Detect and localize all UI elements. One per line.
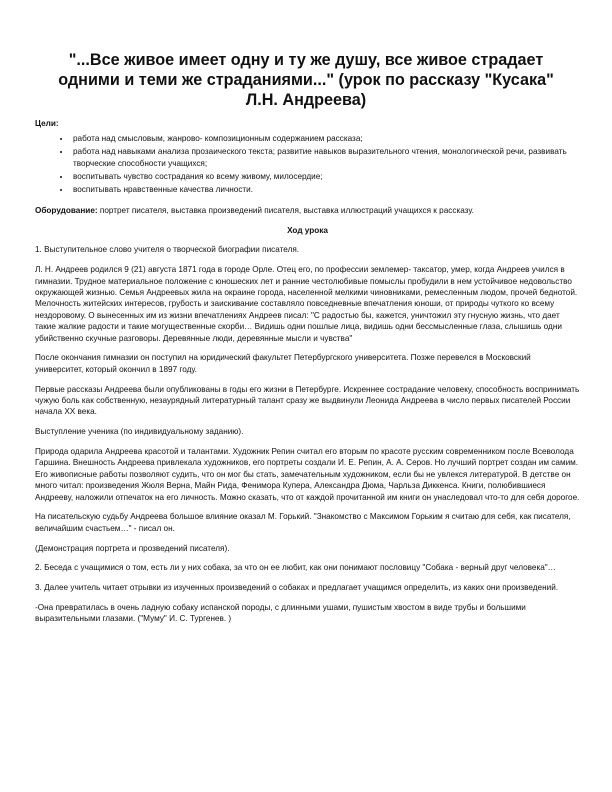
paragraph: На писательскую судьбу Андреева большое влияние оказал М. Горький. "Знакомство с Максимом Горьким я считаю для себя, как писателя, величайшим счастьем…" - писал он. xyxy=(35,512,571,533)
paragraph: 3. Далее учитель читает отрывки из изученных произведений о собаках и предлагает учащимся определить, из каких они произведений. xyxy=(35,583,559,593)
paragraph: 1. Выступительное слово учителя о творческой биографии писателя. xyxy=(35,245,300,255)
paragraph: Выступление ученика (по индивидуальному заданию). xyxy=(35,427,244,437)
equipment-paragraph xyxy=(35,205,580,216)
paragraph: -Она превратилась в очень ладную собаку испанской породы, с длинными ушами, пушистым хвостом в виде трубы и большими выразительными глазами. ("Муму" И. С. Тургенев. ) xyxy=(35,603,526,624)
document-body xyxy=(35,118,580,633)
paragraph: После окончания гимназии он поступил на юридический факультет Петербургского университета. Позже перевелся в Московский университет, который окончил в 1897 году. xyxy=(35,353,531,374)
paragraph: Л. Н. Андреев родился 9 (21) августа 1871 года в городе Орле. Отец его, по профессии землемер- таксатор, умер, когда Андреев учился в гимназии. Трудное материальное положение с юношеских лет и ранние честолюбивые помыслы пробудили в нем устойчивое недовольство окружающей жизнью. Семья Андреевых жила на окраине города, населенной мелкими чиновниками, ремесленным людом, прочей беднотой. Мелочность житейских интересов, грубость и заискивание составляло повседневные впечатления юноши, от природы чуткого ко всему нездоровому. О вынесенных им из жизни впечатлениях Андреев писал: "С радостью бы, кажется, уничтожил эту гнусную жизнь, что дает такие жалкие радости и такие могущественные скорби… Видишь одни пошлые лица, видишь одни бессмысленные глаза, слышишь одни убийственно скучные разговоры. Деревянные люди, деревянные мысли и чувства" xyxy=(35,265,578,343)
document-title: "...Все живое имеет одну и ту же душу, все живое страдает одними и теми же страданиями..." (урок по рассказу "Кусака" Л.Н. Андреева) xyxy=(58,51,554,109)
goal-item: • воспитывать нравственные качества личности. xyxy=(71,184,580,195)
paragraph: Природа одарила Андреева красотой и талантами. Художник Репин считал его вторым по красоте русским современником после Всеволода Гаршина. Внешность Андреева привлекала художников, его портреты создали И. Е. Репин, А. А. Серов. Но лучший портрет создан им самим. Его живописные работы позволяют судить, что он мог бы стать, замечательным художником, если бы не увлекся литературой. В детстве он много читал: произведения Жюля Верна, Майн Рида, Фенимора Купера, Александра Дюма, Чарльза Диккенса. Книги, полюбившиеся Андрееву, наложили отпечаток на его личность. Можно сказать, что от каждой прочитанной им книги он унаследовал что-то для себя дорогое. xyxy=(35,447,580,502)
goal-item: • работа над смысловым, жанрово- композиционным содержанием рассказа; xyxy=(71,133,580,144)
paragraph: (Демонстрация портрета и прозведений писателя). xyxy=(35,543,230,553)
goals-list xyxy=(35,133,580,195)
lesson-heading: Ход урока xyxy=(287,226,328,236)
equipment-text: портрет писателя, выставка произведений писателя, выставка иллюстраций учащихся к рассказу. xyxy=(97,206,474,216)
equipment-label: Оборудование: xyxy=(35,206,98,216)
paragraph: 2. Беседа с учащимися о том, есть ли у них собака, за что он ее любит, как они понимают пословицу "Собака - верный друг человека"… xyxy=(35,563,556,573)
goals-label: Цели: xyxy=(35,119,59,128)
goal-item: • работа над навыками анализа прозаического текста; развитие навыков выразительного чтения, монологической речи, развивать творческие способности учащихся; xyxy=(71,146,580,169)
goal-item: • воспитывать чувство сострадания ко всему живому, милосердие; xyxy=(71,171,580,182)
paragraph: Первые рассказы Андреева были опубликованы в годы его жизни в Петербурге. Искреннее сострадание человеку, способность воспринимать чужую боль как собственную, незаурядный литературный талант сразу же выдвинули Леонида Андреева в число первых писателей России начала XX века. xyxy=(35,384,580,417)
